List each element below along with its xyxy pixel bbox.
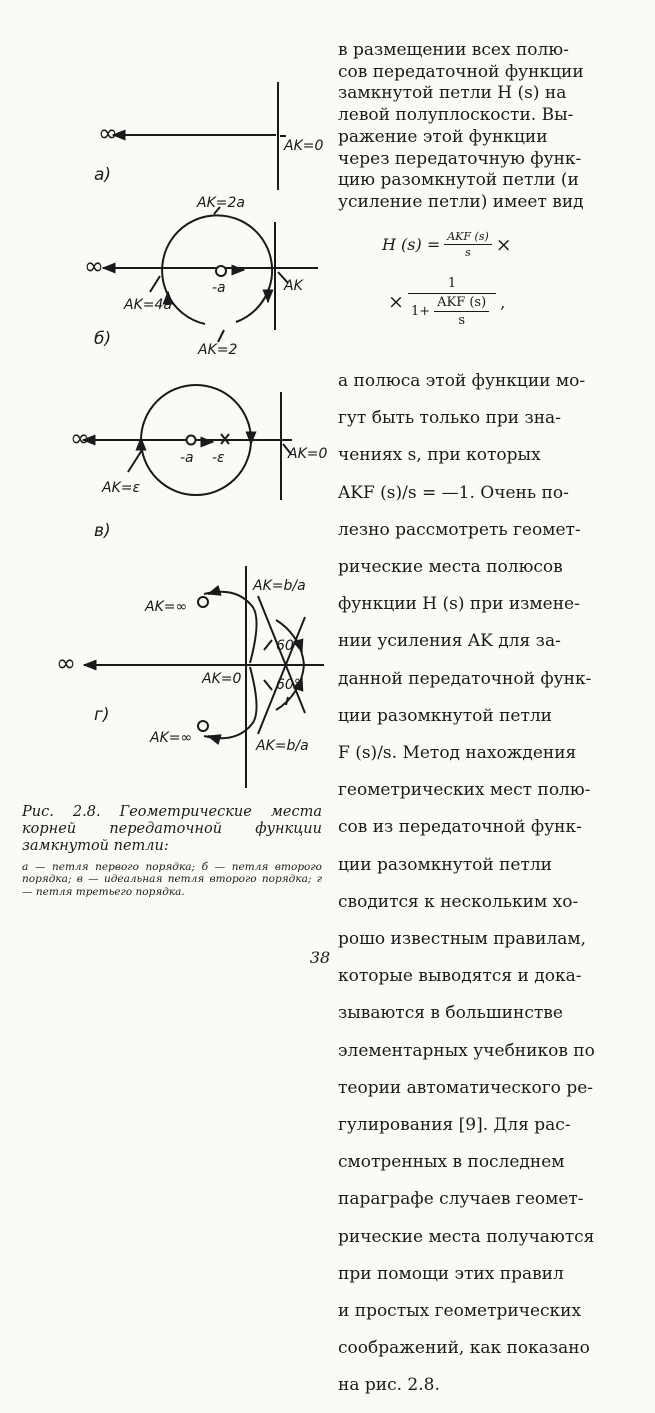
text-line: левой полуплоскости. Вы-: [338, 105, 574, 126]
text-line: на рис. 2.8.: [338, 1375, 440, 1396]
diagram-g-letter: г): [94, 705, 110, 725]
text-line: усиление петли) имеет вид: [338, 191, 584, 212]
formula-line-1: [382, 230, 512, 259]
formula-lhs: H (s) =: [382, 235, 441, 254]
diagram-g-asymptote-1: [258, 596, 305, 713]
text-line: нии усиления AK для за-: [338, 631, 561, 652]
text-line: F (s)/s. Метод нахождения: [338, 743, 577, 764]
diagram-v-label-e: -ε: [212, 450, 225, 466]
formula-times-1: ×: [495, 233, 512, 256]
text-line: зываются в большинстве: [338, 1003, 563, 1024]
text-line: параграфе случаев геомет-: [338, 1189, 584, 1210]
text-line: сводится к нескольким хо-: [338, 891, 579, 912]
diagram-v-infinity: ∞: [70, 424, 90, 452]
text-line: ции разомкнутой петли: [338, 854, 553, 875]
diagram-b-label-bottom: AK=2: [198, 342, 238, 358]
diagram-g-pointer-top: [264, 640, 272, 650]
formula-frac-1-num: AKF (s): [444, 230, 492, 245]
diagram-v-pointer-eps: [128, 450, 142, 472]
diagram-g-label-ba-top: AK=b/a: [253, 578, 306, 594]
diagram-a: [113, 82, 286, 190]
text-line: сов из передаточной функ-: [338, 817, 582, 838]
formula-times-2: ×: [388, 291, 404, 313]
text-line: смотренных в последнем: [338, 1152, 565, 1173]
diagram-b-pointer-left: [150, 276, 160, 292]
text-line: AKF (s)/s = —1. Очень по-: [338, 482, 569, 503]
diagram-g-label-inf-top: AK=∞: [145, 599, 188, 615]
text-line: рошо известным правилам,: [338, 929, 587, 950]
text-line: рические места полюсов: [338, 557, 563, 578]
text-line: функции H (s) при измене-: [338, 594, 580, 615]
diagram-b-pole-circle: [216, 266, 226, 276]
text-line: ции разомкнутой петли: [338, 705, 553, 726]
diagram-b-label-left: AK=4a: [124, 297, 172, 313]
diagram-a-label-ak0: AK=0: [284, 138, 324, 154]
diagram-g-zero-top: [198, 597, 208, 607]
text-line: цию разомкнутой петли (и: [338, 170, 579, 191]
text-line: теории автоматического ре-: [338, 1077, 593, 1098]
diagram-b-infinity: ∞: [84, 252, 104, 280]
formula-comma: ,: [500, 292, 506, 312]
text-line: в размещении всех полю-: [338, 40, 569, 60]
diagram-g-label-ak0: AK=0: [202, 671, 242, 687]
formula-frac-2-inner-num: AKF (s): [434, 295, 489, 312]
diagram-v-letter: в): [94, 521, 111, 541]
formula-frac-2-inner: [434, 295, 489, 328]
formula-frac-2-den-pre: 1+: [410, 304, 431, 319]
diagram-g-infinity: ∞: [56, 649, 76, 677]
text-line: сов передаточной функции: [338, 61, 584, 82]
diagram-g-asymptote-2: [258, 617, 305, 734]
diagram-g-branch-top: [204, 592, 257, 663]
text-line: рические места получаются: [338, 1226, 595, 1247]
transfer-function-formula: [360, 228, 610, 338]
text-line: соображений, как показано: [338, 1338, 590, 1359]
caption-legend: а — петля первого порядка; б — петля второго порядка; в — идеальная петля второго порядка; г — петля третьего порядка.: [22, 861, 322, 898]
text-line: гулирования [9]. Для рас-: [338, 1115, 571, 1136]
text-line: через передаточную функ-: [338, 148, 582, 169]
text-block-2: [338, 354, 600, 1413]
text-line: а полюса этой функции мо-: [338, 371, 586, 391]
diagram-v-pole-circle: [187, 436, 196, 445]
diagram-b-label-a: -a: [212, 280, 226, 296]
text-line: которые выводятся и дока-: [338, 966, 582, 987]
text-line: и простых геометрических: [338, 1301, 582, 1322]
diagram-v-label-ak0: AK=0: [288, 446, 328, 462]
text-line: замкнутой петли H (s) на: [338, 83, 567, 104]
diagram-g-label-ba-bottom: AK=b/a: [256, 738, 309, 754]
text-line: элементарных учебников по: [338, 1040, 595, 1061]
diagram-b-label-right: AK: [284, 278, 303, 294]
page-number: 38: [309, 948, 331, 967]
text-block-1: [338, 40, 600, 214]
text-line: гут быть только при зна-: [338, 408, 561, 429]
caption-title: Рис. 2.8. Геометрические места корней передаточной функции замкнутой петли:: [22, 804, 322, 854]
diagram-g-angle-label-2: 60°: [276, 677, 301, 693]
figure-caption: [22, 804, 322, 898]
text-line: лезно рассмотреть геомет-: [338, 519, 581, 540]
diagram-g-label-inf-bottom: AK=∞: [150, 730, 193, 746]
diagram-g-pointer-bottom: [264, 680, 272, 690]
formula-frac-1: [444, 230, 492, 259]
diagram-b: [103, 207, 318, 342]
text-line: ражение этой функции: [338, 126, 548, 147]
diagram-a-infinity: ∞: [98, 119, 118, 147]
diagram-g-pointer-60: [286, 697, 288, 705]
text-line: при помощи этих правил: [338, 1263, 564, 1284]
diagram-v-label-a: -a: [180, 450, 194, 466]
text-line: геометрических мест полю-: [338, 780, 591, 801]
diagram-g-angle-label-1: 60°: [276, 638, 301, 654]
text-line: чениях s, при которых: [338, 445, 541, 466]
formula-frac-2: [408, 276, 496, 328]
diagram-a-letter: а): [94, 165, 112, 185]
diagram-b-pointer-bottom: [218, 330, 224, 342]
formula-line-2: [388, 276, 505, 328]
formula-frac-2-num: 1: [408, 276, 496, 294]
diagram-b-label-top: AK=2a: [197, 195, 245, 211]
diagram-b-letter: б): [94, 329, 112, 349]
root-locus-figure: [0, 0, 340, 800]
text-line: данной передаточной функ-: [338, 668, 592, 689]
diagram-g-zero-bottom: [198, 721, 208, 731]
diagram-v-label-eps: AK=ε: [102, 480, 141, 496]
formula-frac-2-inner-den: s: [458, 313, 465, 328]
formula-frac-1-den: s: [465, 246, 471, 259]
formula-frac-2-den: [411, 294, 493, 328]
